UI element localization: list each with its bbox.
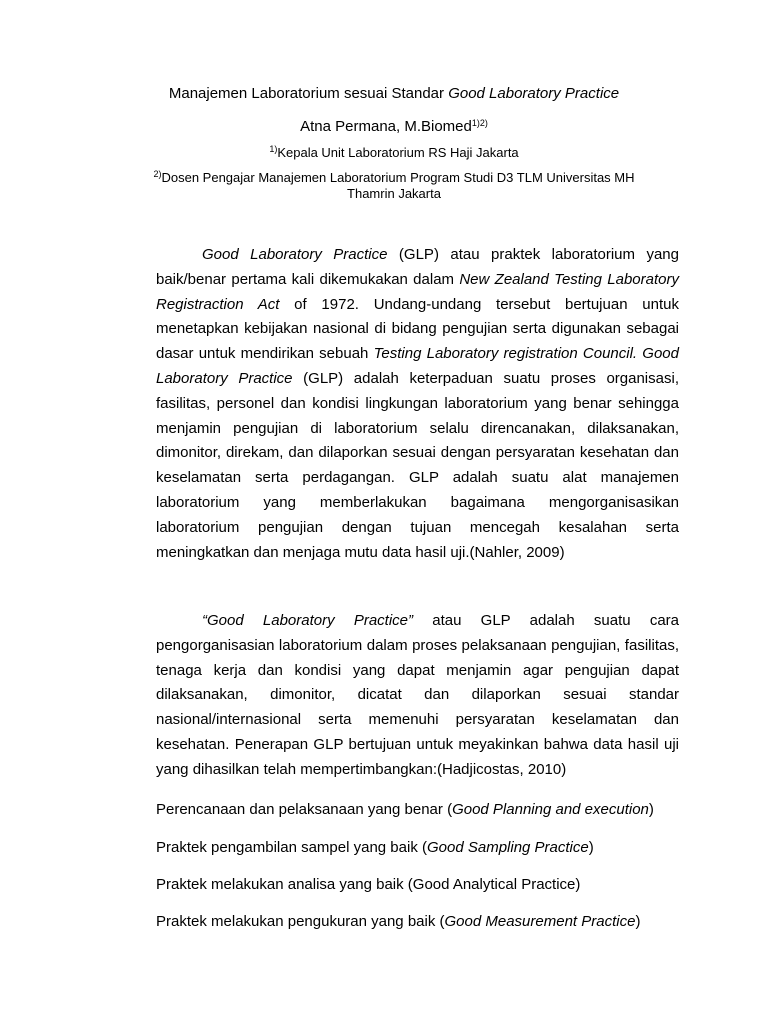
document-title <box>0 84 768 104</box>
affiliation-2-marker: 2) <box>153 169 162 179</box>
list-item <box>156 838 716 858</box>
list-item <box>156 875 716 895</box>
author-name: Atna Permana, M.Biomed <box>300 118 472 135</box>
p1-text-a: (GLP) atau praktek laboratorium yang baik/benar pertama kali dikemukakan dalam <box>156 246 679 288</box>
affiliation-1-text: Kepala Unit Laboratorium RS Haji Jakarta <box>277 145 519 160</box>
p1-term: Good Laboratory Practice <box>202 246 388 263</box>
affiliation-1-marker: 1) <box>269 144 278 154</box>
paragraph-1 <box>156 243 679 565</box>
title-italic-text: Good Laboratory Practice <box>448 85 620 102</box>
paragraph-2 <box>156 609 679 783</box>
p1-council-name: Testing Laboratory registration Council. Good Laboratory Practice <box>156 345 679 387</box>
p2-text: atau GLP adalah suatu cara pengorganisasian laboratorium dalam proses pelaksanaan pengujian, fasilitas, tenaga kerja dan kondisi yang dapat menjamin agar pengujian dapat dilaksanakan, dimonitor, dicatat dan dilaporkan sesuai standar nasional/internasional serta memenuhi persyaratan keselamatan dan kesehatan. Penerapan GLP bertujuan untuk meyakinkan bahwa data hasil uji yang dihasilkan telah mempertimbangkan:(Hadjicostas, 2010) <box>156 612 679 778</box>
p1-act-name: New Zealand Testing Laboratory Registraction Act <box>156 270 679 313</box>
p2-term: “Good Laboratory Practice” <box>202 612 414 629</box>
affiliation-2 <box>128 170 660 202</box>
title-text: Manajemen Laboratorium sesuai Standar <box>168 85 449 102</box>
list-item-close: ) <box>635 913 641 930</box>
affiliation-1 <box>0 144 768 162</box>
list-item <box>156 912 716 932</box>
affiliation-2-text: Dosen Pengajar Manajemen Laboratorium Program Studi D3 TLM Universitas MH Thamrin Jakarta <box>161 170 635 201</box>
author-superscript: 1)2) <box>471 118 488 128</box>
list-item-italic: Good Planning and execution <box>452 801 649 818</box>
list-item-italic: Good Sampling Practice <box>426 839 589 856</box>
list-item-text: Praktek melakukan analisa yang baik (Good Analytical Practice) <box>156 876 581 893</box>
list-item-close: ) <box>588 839 594 856</box>
author-line <box>0 117 768 137</box>
list-item-close: ) <box>648 801 654 818</box>
list-item-text: Praktek pengambilan sampel yang baik ( <box>156 839 427 856</box>
list-item-italic: Good Measurement Practice <box>444 913 636 930</box>
list-item-text: Perencanaan dan pelaksanaan yang benar ( <box>156 801 453 818</box>
p1-text-c: (GLP) adalah keterpaduan suatu proses organisasi, fasilitas, personel dan kondisi lingkungan laboratorium yang benar sehingga menjamin pengujian di laboratorium selalu direncanakan, dilaksanakan, dimonitor, direkam, dan dilaporkan sesuai dengan persyaratan kesehatan dan keselamatan serta perdagangan. GLP adalah suatu alat manajemen laboratorium yang memberlakukan bagaimana mengorganisasikan laboratorium pengujian dengan tujuan mencegah kesalahan serta meningkatkan dan menjaga mutu data hasil uji.(Nahler, 2009) <box>156 369 679 561</box>
list-item-text: Praktek melakukan pengukuran yang baik ( <box>156 913 445 930</box>
p1-text-b: of 1972. Undang-undang tersebut bertujuan untuk menetapkan kebijakan nasional di bidang pengujian serta digunakan sebagai dasar untuk mendirikan sebuah <box>156 295 679 363</box>
list-item <box>156 800 716 820</box>
